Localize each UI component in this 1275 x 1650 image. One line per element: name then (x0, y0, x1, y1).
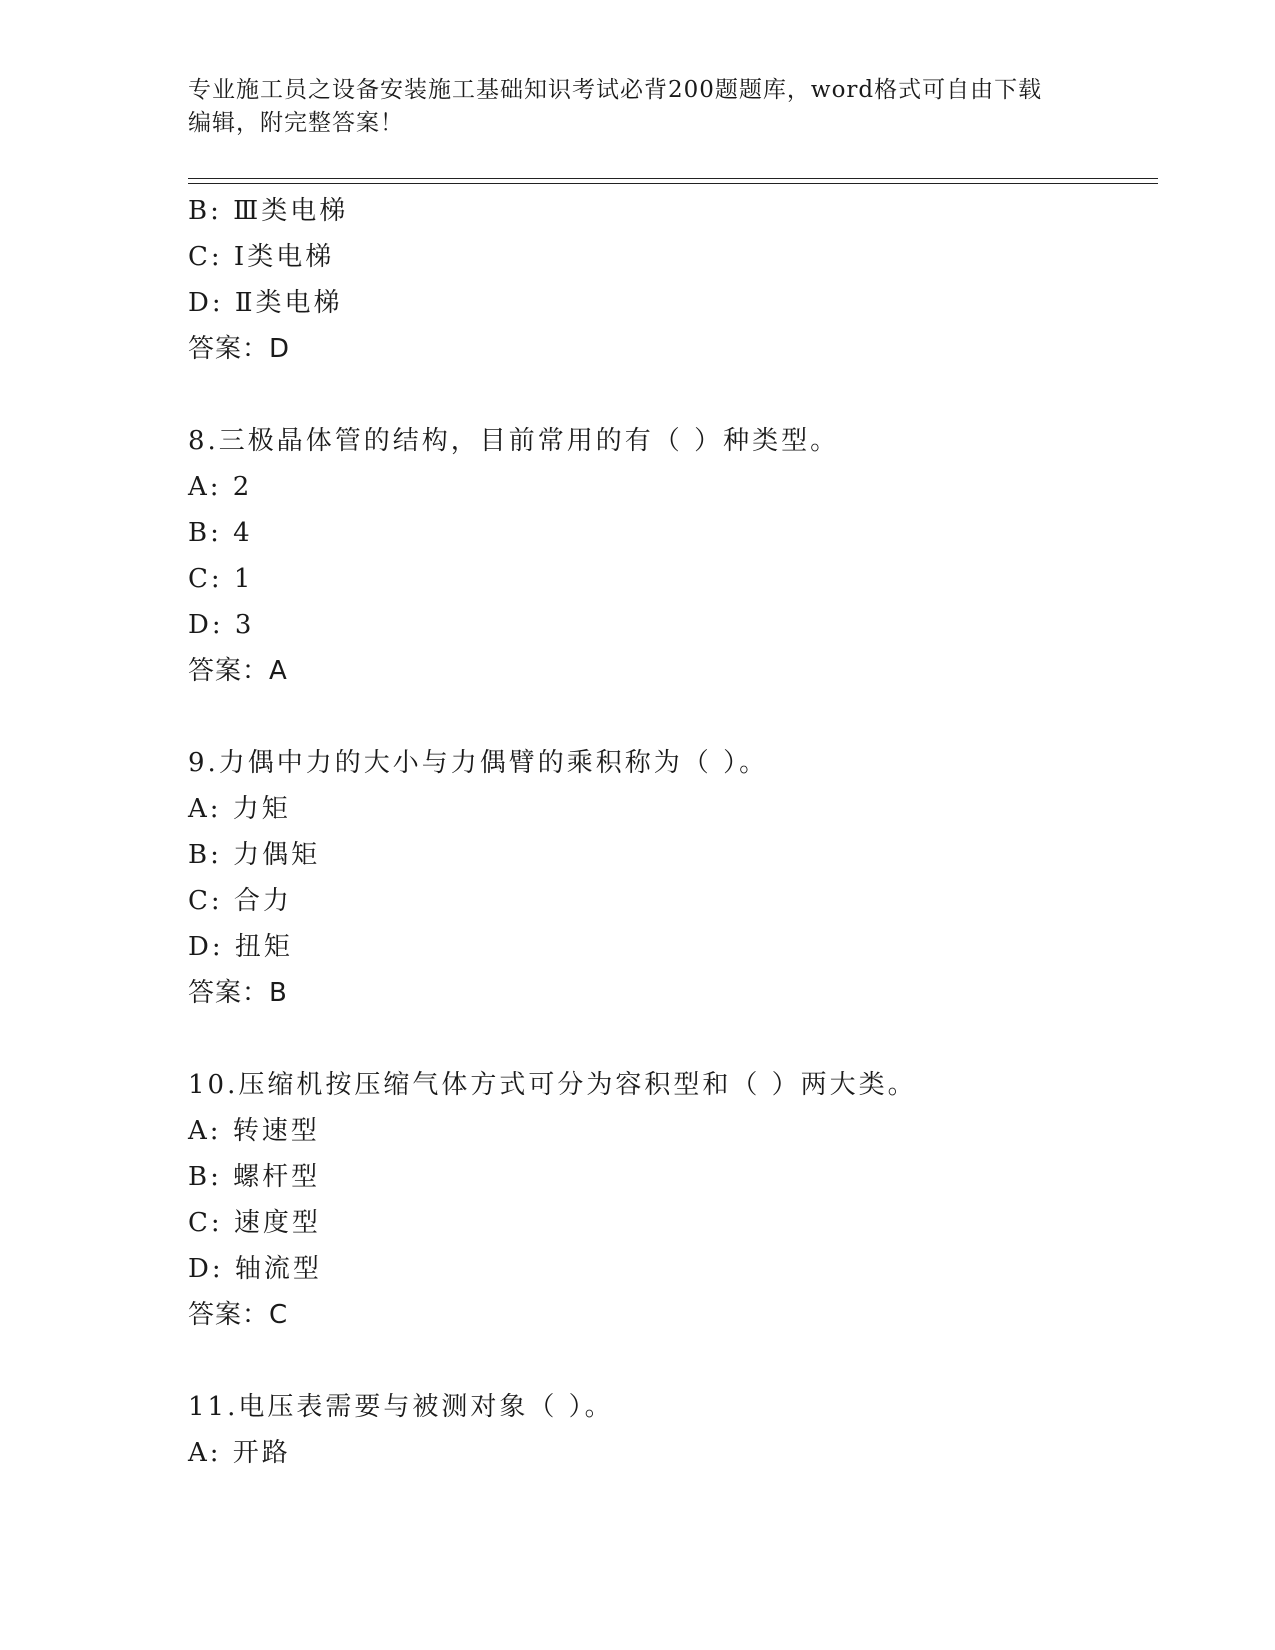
header-divider-bottom (188, 183, 1158, 184)
question-text: 10.压缩机按压缩气体方式可分为容积型和（ ）两大类。 (188, 1070, 917, 1100)
question-10 (188, 1062, 1148, 1338)
option-d: D: 扭矩 (188, 932, 293, 962)
option-c: C: Ⅰ类电梯 (188, 242, 335, 272)
option-b: B: 螺杆型 (188, 1162, 321, 1192)
option-c: C: 合力 (188, 886, 292, 916)
option-a: A: 力矩 (188, 794, 291, 824)
question-text: 8.三极晶体管的结构，目前常用的有（ ）种类型。 (188, 426, 840, 456)
question-7 (188, 188, 1148, 372)
header-line-2: 编辑，附完整答案！ (188, 110, 404, 136)
question-text: 11.电压表需要与被测对象（ ）。 (188, 1392, 614, 1422)
option-c: C: 速度型 (188, 1208, 321, 1238)
option-d: D: Ⅱ类电梯 (188, 288, 343, 318)
answer: 答案：C (188, 1300, 289, 1330)
header-divider-top (188, 178, 1158, 179)
question-8 (188, 418, 1148, 694)
option-a: A: 2 (188, 472, 253, 502)
question-11 (188, 1384, 1148, 1476)
answer: 答案：B (188, 978, 288, 1008)
option-c: C: 1 (188, 564, 254, 594)
question-9 (188, 740, 1148, 1016)
answer: 答案：A (188, 656, 288, 686)
option-a: A: 转速型 (188, 1116, 320, 1146)
option-d: D: 轴流型 (188, 1254, 322, 1284)
document-header (188, 74, 1068, 140)
question-list (188, 188, 1148, 1476)
answer: 答案：D (188, 334, 291, 364)
option-a: A: 开路 (188, 1438, 291, 1468)
question-text: 9.力偶中力的大小与力偶臂的乘积称为（ ）。 (188, 748, 769, 778)
header-line-1: 专业施工员之设备安装施工基础知识考试必背200题题库，word格式可自由下载 (188, 77, 1043, 103)
option-b: B: 4 (188, 518, 253, 548)
option-b: B: Ⅲ类电梯 (188, 196, 349, 226)
option-d: D: 3 (188, 610, 255, 640)
option-b: B: 力偶矩 (188, 840, 321, 870)
